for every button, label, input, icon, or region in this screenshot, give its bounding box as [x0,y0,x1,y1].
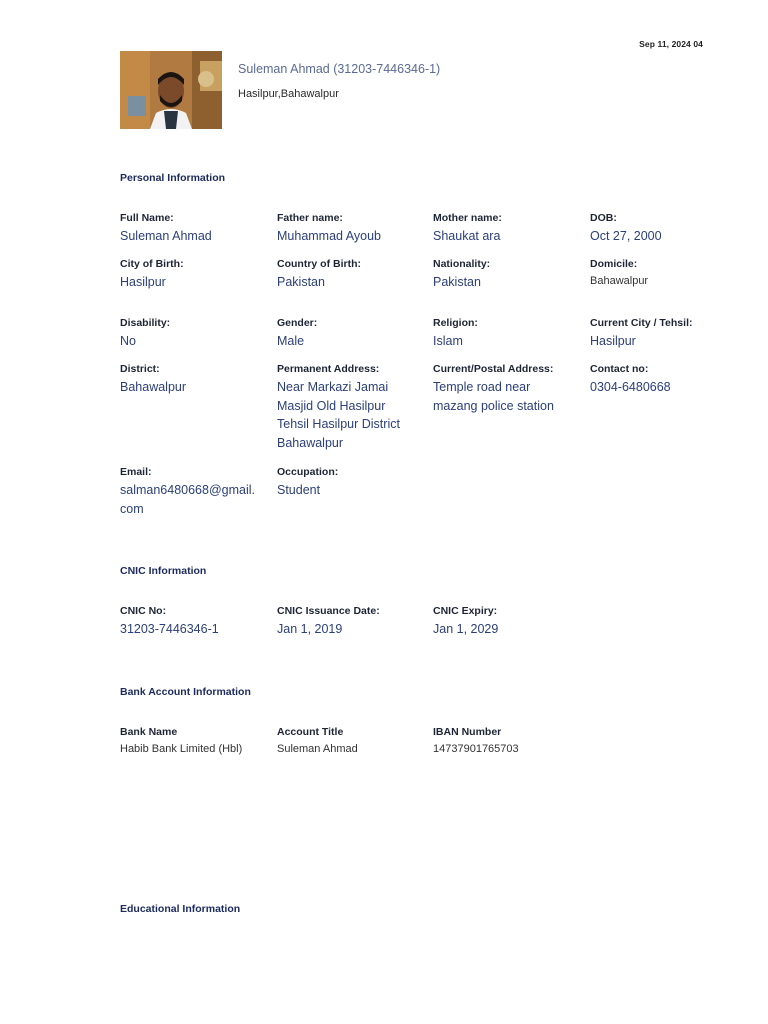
field-value: Muhammad Ayoub [277,229,381,243]
field-mother-name [433,211,578,246]
field-nationality [433,257,578,292]
field-label: Contact no: [590,363,649,375]
field-value: 14737901765703 [433,743,519,755]
field-label: CNIC Expiry: [433,605,498,617]
field-domicile [590,257,735,289]
field-label: Nationality: [433,258,491,270]
field-label: CNIC No: [120,605,167,617]
field-dob [590,211,735,246]
field-permanent-address [277,362,415,452]
applicant-location: Hasilpur,Bahawalpur [238,88,339,100]
field-value: Temple road near mazang police station [433,380,554,413]
field-cnic-number [120,604,265,639]
field-label: Domicile: [590,258,638,270]
field-city-of-birth [120,257,265,292]
field-value: Near Markazi Jamai Masjid Old Hasilpur Tehsil Hasilpur District Bahawalpur [277,380,400,450]
field-label: Disability: [120,317,171,329]
field-cnic-expiry [433,604,578,639]
field-label: Father name: [277,212,343,224]
field-label: Country of Birth: [277,258,361,270]
field-full-name [120,211,265,246]
field-label: City of Birth: [120,258,184,270]
field-value: 31203-7446346-1 [120,622,219,636]
field-iban [433,725,578,757]
field-label: Permanent Address: [277,363,380,375]
field-label: IBAN Number [433,726,502,738]
field-label: Occupation: [277,466,339,478]
field-label: Religion: [433,317,478,329]
field-current-city [590,316,740,351]
field-contact [590,362,735,397]
field-value: Hasilpur [590,334,636,348]
field-father-name [277,211,422,246]
field-value: Pakistan [277,275,325,289]
field-value: Student [277,483,321,497]
field-gender [277,316,422,351]
field-label: Full Name: [120,212,174,224]
field-account-title [277,725,422,757]
field-value: Jan 1, 2029 [433,622,499,636]
field-cnic-issuance [277,604,422,639]
field-value: Islam [433,334,463,348]
field-value: Habib Bank Limited (Hbl) [120,743,243,755]
profile-photo [120,51,222,129]
field-label: Gender: [277,317,318,329]
field-value: No [120,334,136,348]
field-value: Bahawalpur [590,275,649,287]
field-label: District: [120,363,160,375]
field-value: Bahawalpur [120,380,187,394]
field-value: Pakistan [433,275,481,289]
field-value: salman6480668@gmail.com [120,483,255,516]
field-value: Oct 27, 2000 [590,229,662,243]
field-occupation [277,465,422,500]
field-label: CNIC Issuance Date: [277,605,380,617]
field-email [120,465,260,518]
field-religion [433,316,578,351]
field-label: Mother name: [433,212,502,224]
applicant-name: Suleman Ahmad (31203-7446346-1) [238,62,441,76]
field-label: Current/Postal Address: [433,363,554,375]
field-label: Email: [120,466,152,478]
field-country-of-birth [277,257,422,292]
field-value: 0304-6480668 [590,380,671,394]
field-value: Suleman Ahmad [277,743,358,755]
field-label: Bank Name [120,726,178,738]
field-value: Shaukat ara [433,229,501,243]
field-postal-address [433,362,573,415]
field-district [120,362,265,397]
section-education-title: Educational Information [120,903,241,915]
section-cnic-title: CNIC Information [120,565,207,577]
field-disability [120,316,265,351]
field-value: Hasilpur [120,275,166,289]
print-date: Sep 11, 2024 04 [639,39,703,49]
field-bank-name [120,725,265,757]
field-value: Jan 1, 2019 [277,622,343,636]
field-label: Current City / Tehsil: [590,317,693,329]
field-label: DOB: [590,212,617,224]
field-value: Suleman Ahmad [120,229,212,243]
section-bank-title: Bank Account Information [120,686,251,698]
section-personal-title: Personal Information [120,172,226,184]
field-value: Male [277,334,305,348]
field-label: Account Title [277,726,344,738]
